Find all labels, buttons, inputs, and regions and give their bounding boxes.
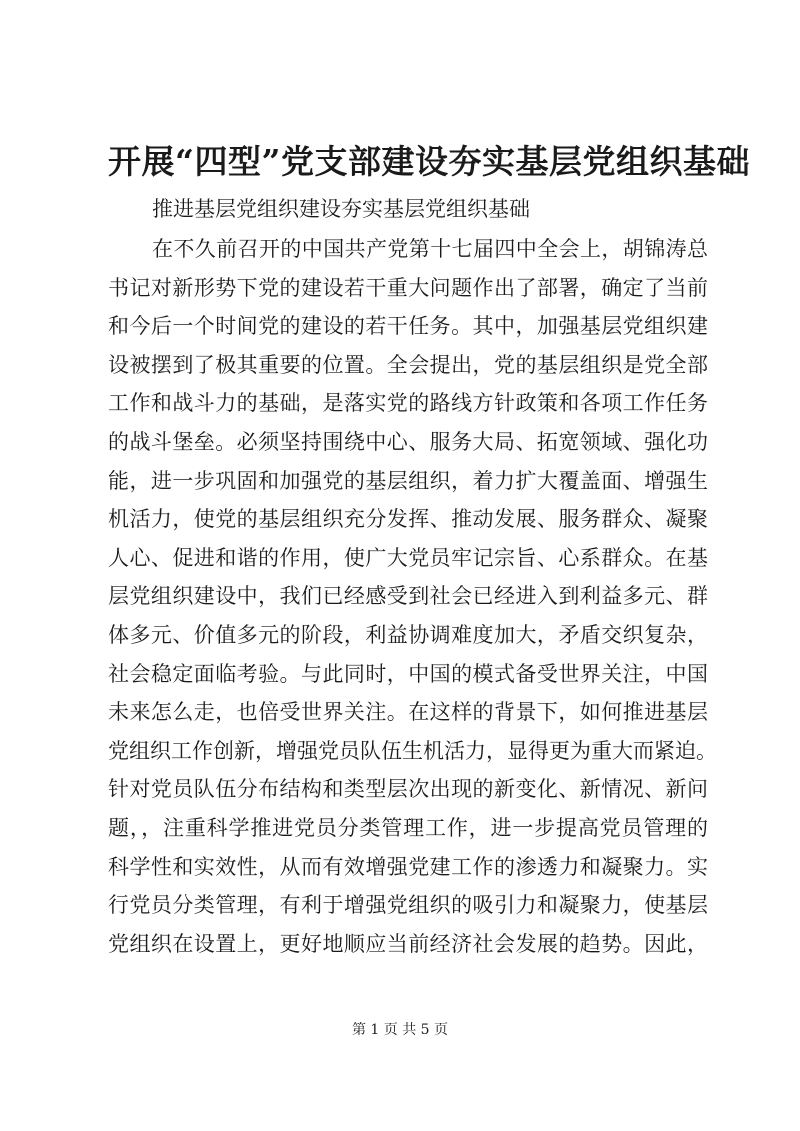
body-line: 人心、促进和谐的作用，使广大党员牢记宗旨、心系群众。在基 [108,545,708,570]
document-subtitle: 推进基层党组织建设夯实基层党组织基础 [152,197,530,221]
body-line: 体多元、价值多元的阶段，利益协调难度加大，矛盾交织复杂， [108,622,708,647]
body-line: 设被摆到了极其重要的位置。全会提出，党的基层组织是党全部 [108,352,708,377]
body-line: 未来怎么走，也倍受世界关注。在这样的背景下，如何推进基层 [108,700,708,725]
document-title: 开展“四型”党支部建设夯实基层党组织基础 [108,142,750,181]
body-paragraph [108,230,717,963]
body-line: 党组织工作创新，增强党员队伍生机活力，显得更为重大而紧迫。 [108,738,717,763]
body-line: 能，进一步巩固和加强党的基层组织，着力扩大覆盖面、增强生 [108,468,708,493]
body-line: 行党员分类管理，有利于增强党组织的吸引力和凝聚力，使基层 [108,893,708,918]
body-line: 题，，注重科学推进党员分类管理工作，进一步提高党员管理的 [108,815,708,840]
body-line: 层党组织建设中，我们已经感受到社会已经进入到利益多元、群 [108,584,708,609]
body-line: 社会稳定面临考验。与此同时，中国的模式备受世界关注，中国 [108,661,708,686]
page-number-footer: 第 1 页 共 5 页 [351,1022,449,1038]
body-line: 科学性和实效性，从而有效增强党建工作的渗透力和凝聚力。实 [108,854,708,879]
body-line: 在不久前召开的中国共产党第十七届四中全会上，胡锦涛总 [152,237,708,261]
body-line: 工作和战斗力的基础，是落实党的路线方针政策和各项工作任务 [108,391,708,416]
body-line: 机活力，使党的基层组织充分发挥、推动发展、服务群众、凝聚 [108,507,708,532]
body-line: 书记对新形势下党的建设若干重大问题作出了部署，确定了当前 [108,275,708,300]
body-line: 党组织在设置上，更好地顺应当前经济社会发展的趋势。因此， [108,931,708,956]
body-line: 针对党员队伍分布结构和类型层次出现的新变化、新情况、新问 [108,777,708,802]
body-line: 的战斗堡垒。必须坚持围绕中心、服务大局、拓宽领域、强化功 [108,429,708,454]
body-line: 和今后一个时间党的建设的若干任务。其中，加强基层党组织建 [108,314,708,339]
